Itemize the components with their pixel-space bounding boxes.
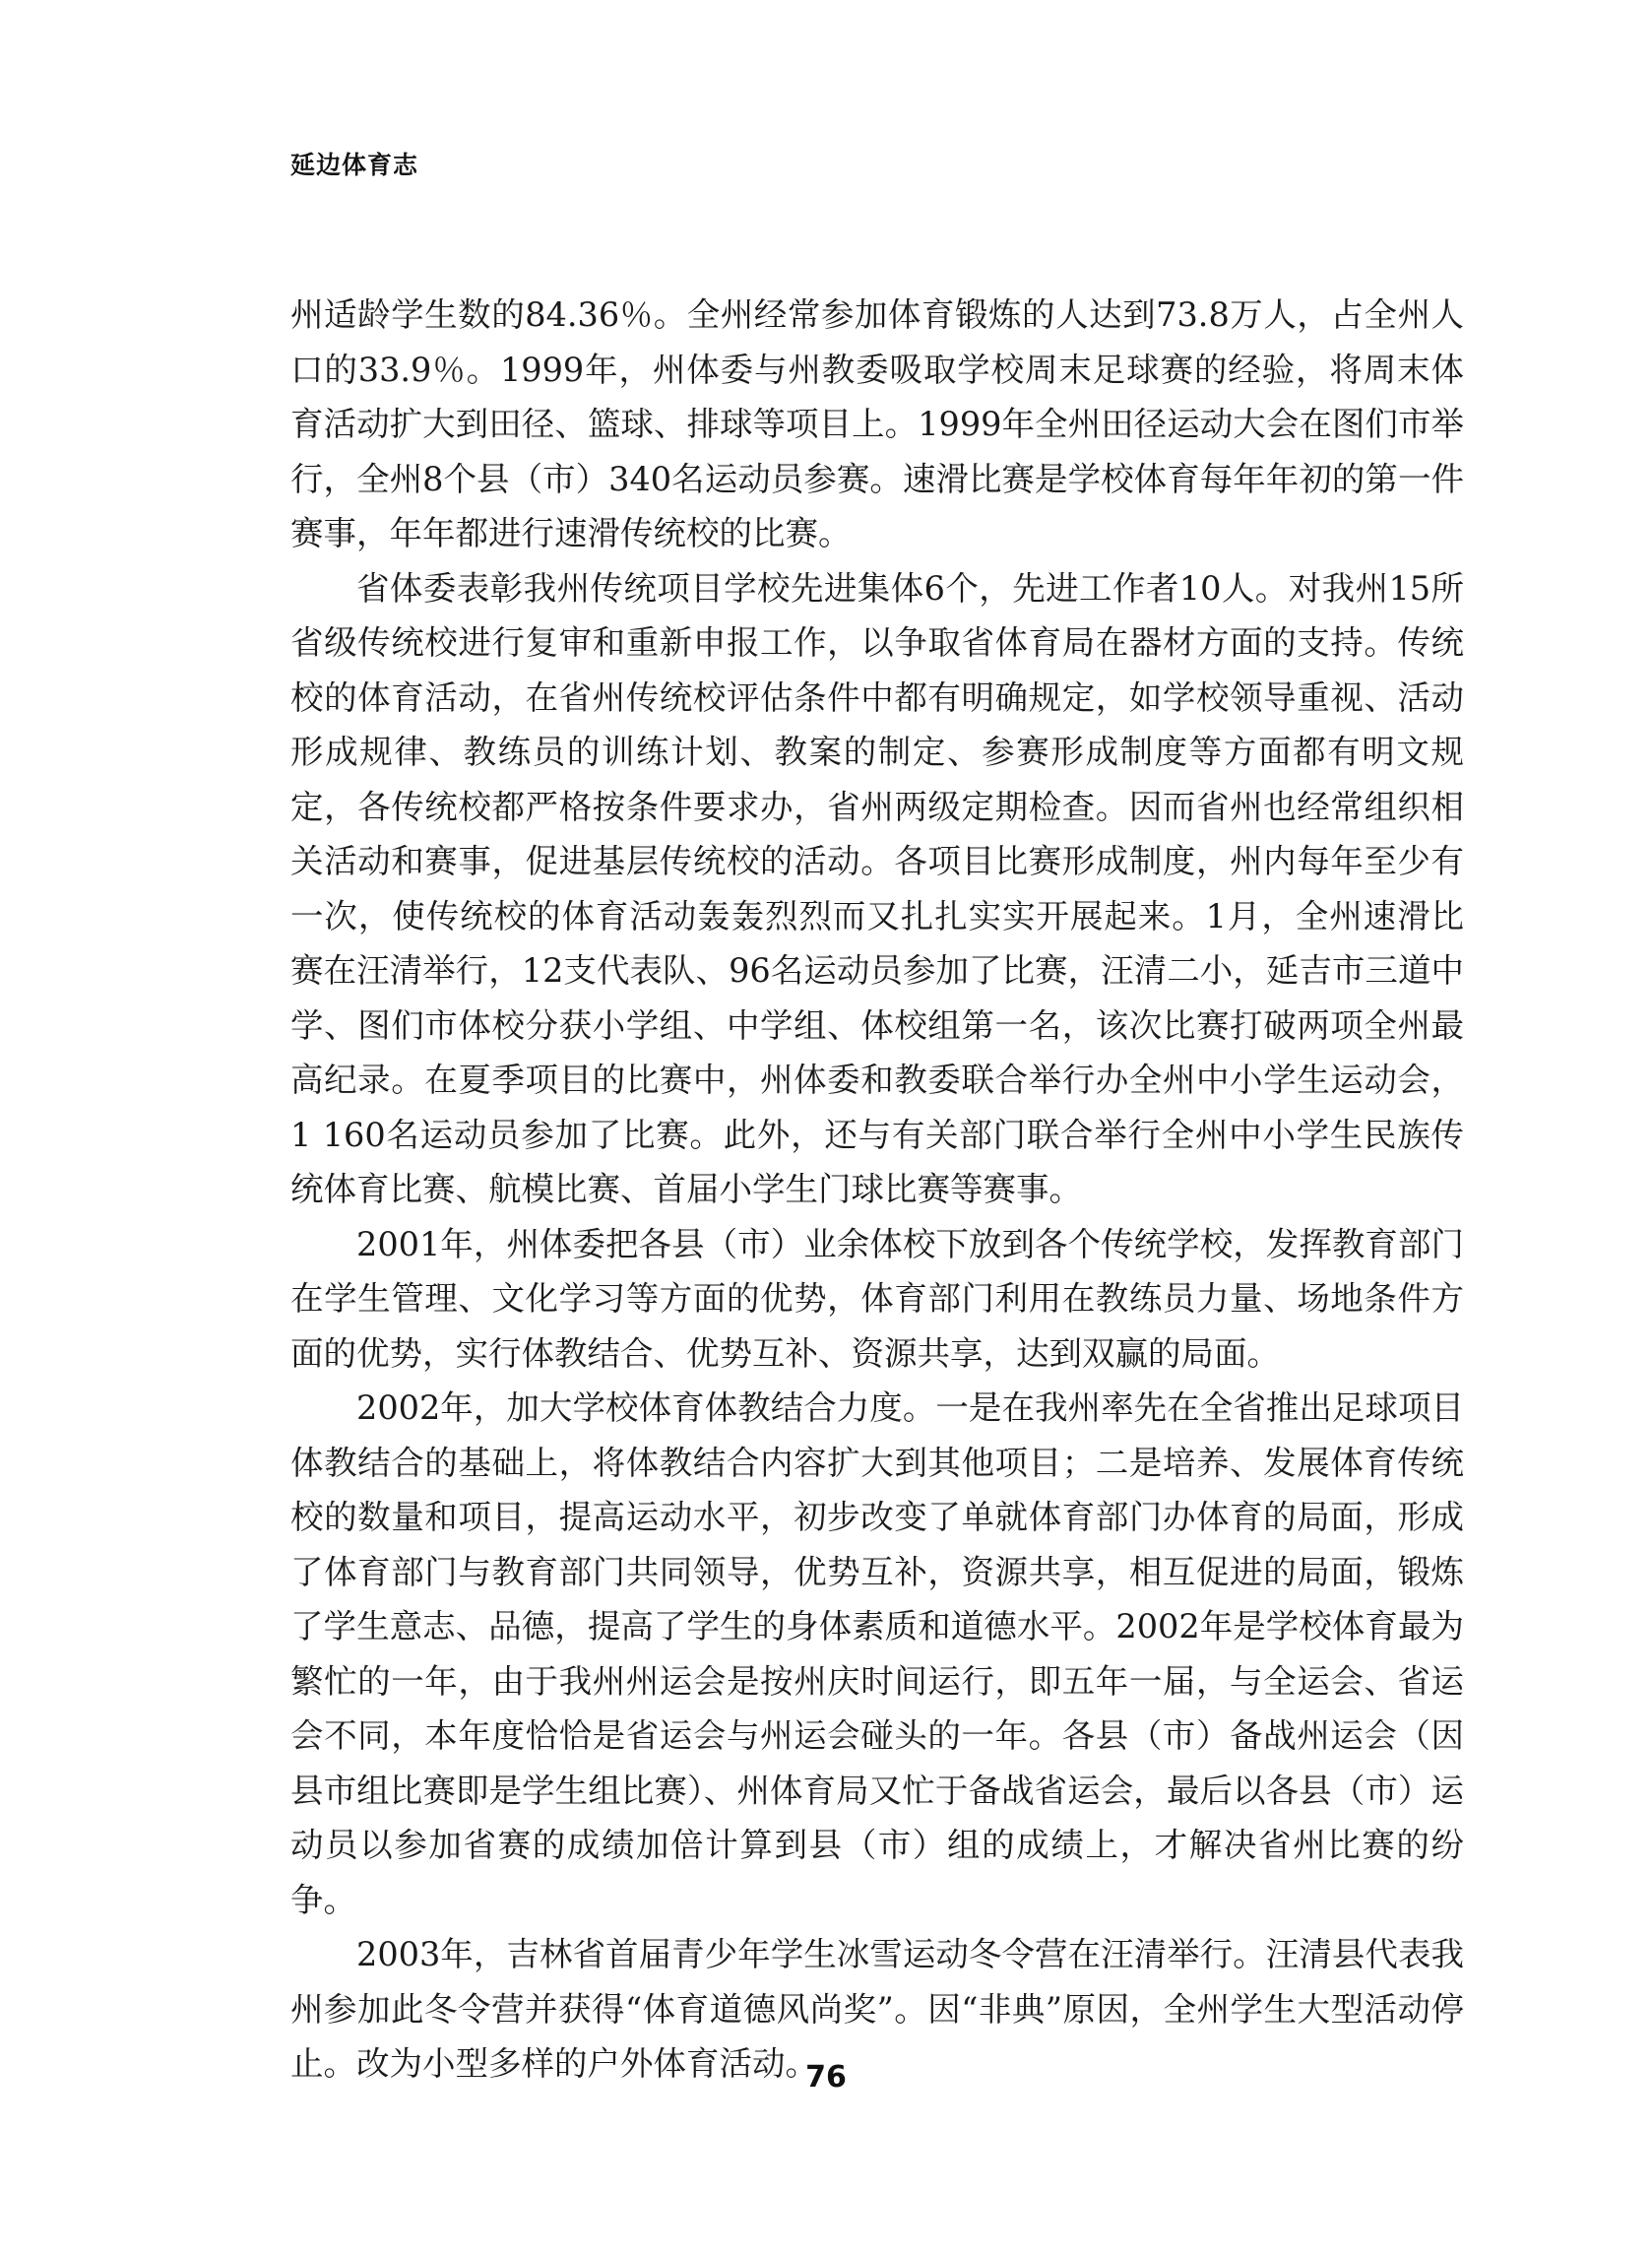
running-header: 延边体育志 — [290, 151, 419, 179]
body-text — [290, 288, 1464, 2092]
paragraph: 省体委表彰我州传统项目学校先进集体6个，先进工作者10人。对我州15所省级传统校进行复审和重新申报工作，以争取省体育局在器材方面的支持。传统校的体育活动，在省州传统校评估条件中都有明确规定，如学校领导重视、活动形成规律、教练员的训练计划、教案的制定、参赛形成制度等方面都有明文规定，各传统校都严格按条件要求办，省州两级定期检查。因而省州也经常组织相关活动和赛事，促进基层传统校的活动。各项目比赛形成制度，州内每年至少有一次，使传统校的体育活动轰轰烈烈而又扎扎实实开展起来。1月，全州速滑比赛在汪清举行，12支代表队、96名运动员参加了比赛，汪清二小，延吉市三道中学、图们市体校分获小学组、中学组、体校组第一名，该次比赛打破两项全州最高纪录。在夏季项目的比赛中，州体委和教委联合举行办全州中小学生运动会，1 160名运动员参加了比赛。此外，还与有关部门联合举行全州中小学生民族传统体育比赛、航模比赛、首届小学生门球比赛等赛事。 — [290, 568, 1464, 1208]
paragraph: 2001年，州体委把各县（市）业余体校下放到各个传统学校，发挥教育部门在学生管理、文化学习等方面的优势，体育部门利用在教练员力量、场地条件方面的优势，实行体教结合、优势互补、资源共享，达到双赢的局面。 — [290, 1224, 1464, 1373]
paragraph: 2003年，吉林省首届青少年学生冰雪运动冬令营在汪清举行。汪清县代表我州参加此冬令营并获得“体育道德风尚奖”。因“非典”原因，全州学生大型活动停止。改为小型多样的户外体育活动。 — [290, 1935, 1464, 2083]
paragraph: 2002年，加大学校体育体教结合力度。一是在我州率先在全省推出足球项目体教结合的基础上，将体教结合内容扩大到其他项目；二是培养、发展体育传统校的数量和项目，提高运动水平，初步改变了单就体育部门办体育的局面，形成了体育部门与教育部门共同领导，优势互补，资源共享，相互促进的局面，锻炼了学生意志、品德，提高了学生的身体素质和道德水平。2002年是学校体育最为繁忙的一年，由于我州州运会是按州庆时间运行，即五年一届，与全运会、省运会不同，本年度恰恰是省运会与州运会碰头的一年。各县（市）备战州运会（因县市组比赛即是学生组比赛）、州体育局又忙于备战省运会，最后以各县（市）运动员以参加省赛的成绩加倍计算到县（市）组的成绩上，才解决省州比赛的纷争。 — [290, 1388, 1464, 1919]
paragraph-continued: 州适龄学生数的84.36％。全州经常参加体育锻炼的人达到73.8万人，占全州人口的33.9％。1999年，州体委与州教委吸取学校周末足球赛的经验，将周末体育活动扩大到田径、篮球、排球等项目上。1999年全州田径运动大会在图们市举行，全州8个县（市）340名运动员参赛。速滑比赛是学校体育每年年初的第一件赛事，年年都进行速滑传统校的比赛。 — [290, 295, 1464, 552]
page-number: 76 — [805, 2060, 847, 2095]
